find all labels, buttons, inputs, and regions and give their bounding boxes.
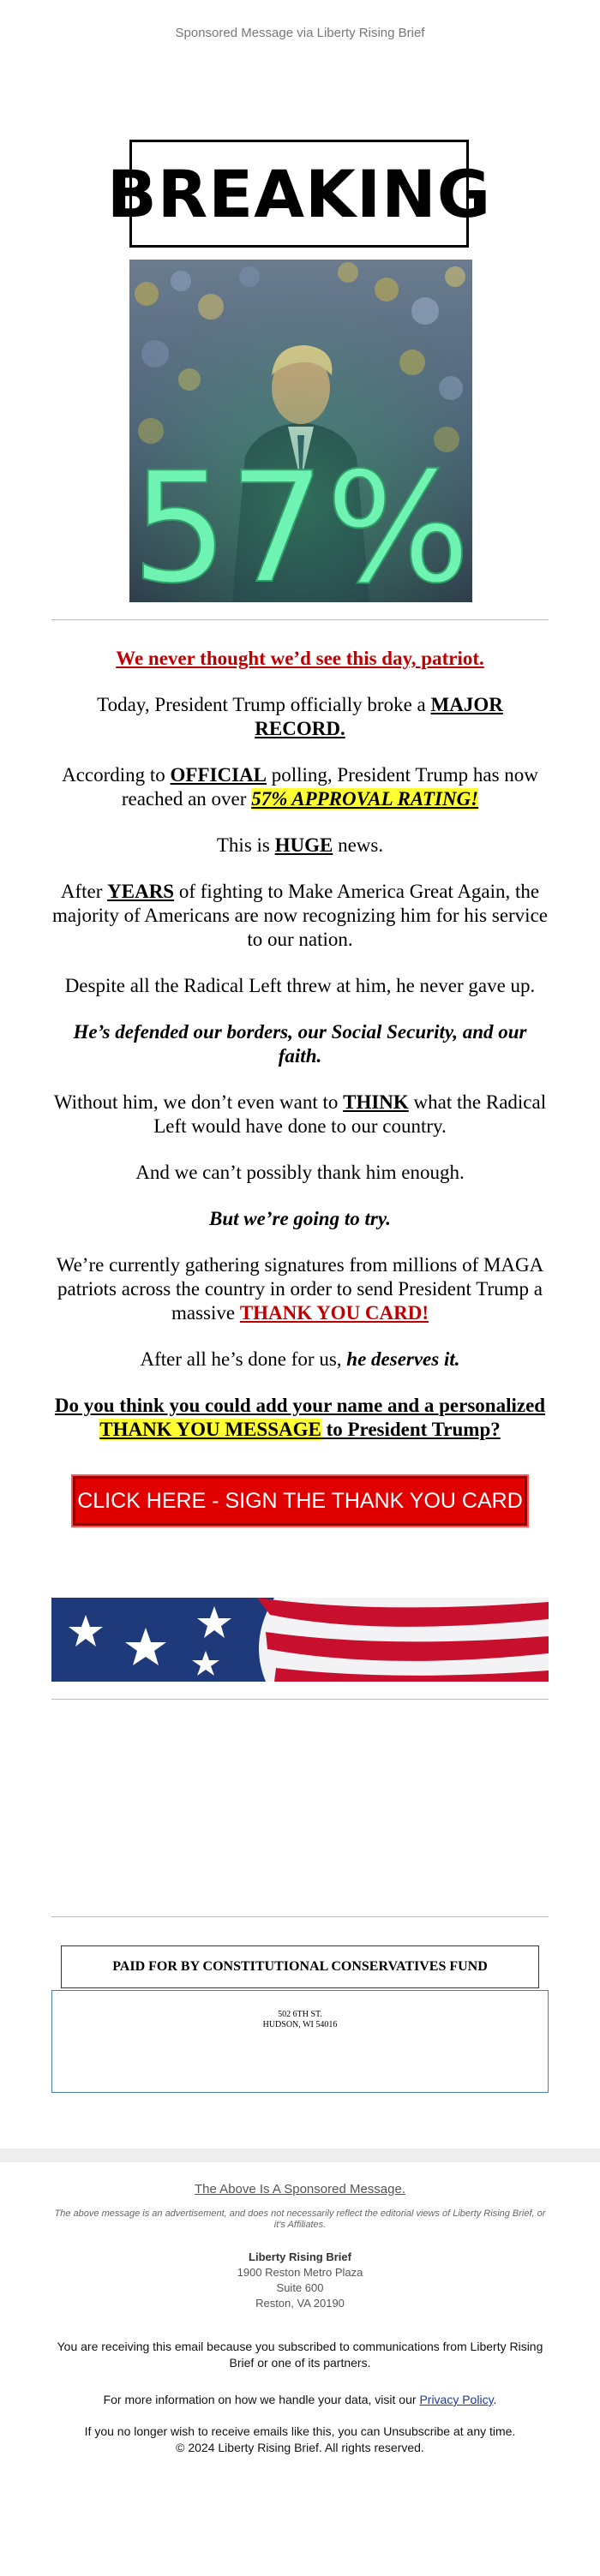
paragraph-polling [51, 763, 549, 811]
privacy-policy-link[interactable]: Privacy Policy [419, 2393, 494, 2406]
p4-years: YEARS [107, 881, 175, 902]
headline-text: We never thought we’d see this day, patriot. [116, 648, 484, 669]
org-address-line-3: Reston, VA 20190 [255, 2297, 345, 2310]
thank-you-card-link[interactable]: THANK YOU CARD! [239, 1302, 429, 1324]
message-body [51, 647, 549, 1526]
p7-think: THINK [343, 1091, 409, 1113]
paragraph-deserves [51, 1348, 549, 1372]
ad-disclaimer: The above message is an advertisement, and does not necessarily reflect the editorial views of Liberty Rising Brief, or it's Affiliates. [54, 2208, 546, 2230]
paragraph-defended: He’s defended our borders, our Social Security, and our faith. [73, 1021, 527, 1067]
p7-text: Without him, we don’t even want to [53, 1091, 344, 1113]
privacy-period: . [493, 2393, 497, 2406]
p4-text-2: of fighting to Make America Great Again, the majority of Americans are now recognizing him for his service to our nation. [51, 881, 548, 950]
divider [51, 1916, 549, 1917]
paid-for-address [51, 1990, 549, 2093]
org-name: Liberty Rising Brief [249, 2250, 351, 2263]
flag-banner[interactable] [51, 1598, 549, 1682]
privacy-text: For more information on how we handle your data, visit our [103, 2393, 420, 2406]
paragraph-record [51, 693, 549, 741]
p12-text[interactable]: Do you think you could add your name and a personalized [54, 1395, 546, 1416]
paragraph-years [51, 880, 549, 952]
breaking-label: BREAKING [106, 155, 492, 232]
paragraph-signatures [51, 1253, 549, 1325]
sponsored-notice: The Above Is A Sponsored Message. [195, 2182, 405, 2196]
approval-percent-text: 57% [131, 439, 471, 602]
p1-text: Today, President Trump officially broke a [97, 694, 431, 715]
p3-huge: HUGE [274, 834, 333, 856]
headline [51, 647, 549, 671]
unsubscribe-notice[interactable]: If you no longer wish to receive emails like this, you can Unsubscribe at any time. [84, 2424, 516, 2438]
p1-emphasis: MAJOR RECORD. [255, 694, 503, 739]
p11-deserves: he deserves it. [346, 1348, 460, 1370]
email-footer [51, 2182, 549, 2470]
org-address-line-2: Suite 600 [276, 2281, 324, 2294]
p3-text: This is [216, 834, 275, 856]
p2-text-2: polling, President Trump has now reached an over [121, 764, 538, 810]
paragraph-never-gave-up: Despite all the Radical Left threw at him, he never gave up. [64, 975, 536, 996]
paragraph-huge [51, 834, 549, 858]
sponsor-line: Sponsored Message via Liberty Rising Brief [175, 26, 425, 40]
p3-text-2: news. [333, 834, 384, 856]
paragraph-ask[interactable] [51, 1394, 549, 1442]
org-address [51, 2250, 549, 2311]
p2-text: According to [62, 764, 171, 786]
thank-you-message-highlight[interactable]: THANK YOU MESSAGE [99, 1419, 321, 1440]
p10-text: We’re currently gathering signatures from millions of MAGA patriots across the country in order to send President Trump a massive [56, 1254, 544, 1324]
approval-rating-highlight: 57% APPROVAL RATING! [251, 788, 479, 810]
hero-image[interactable] [129, 260, 472, 602]
trump-approval-photo [129, 260, 472, 602]
p2-official: OFFICIAL [170, 764, 267, 786]
footer-separator [0, 2149, 600, 2162]
privacy-notice [51, 2392, 549, 2408]
p4-text: After [60, 881, 108, 902]
paragraph-think [51, 1091, 549, 1139]
p7-text-2: what the Radical Left would have done to our country. [153, 1091, 547, 1137]
breaking-banner [106, 140, 492, 248]
divider [51, 619, 549, 620]
sign-card-button[interactable]: CLICK HERE - SIGN THE THANK YOU CARD [73, 1476, 527, 1526]
paid-for-disclaimer: PAID FOR BY CONSTITUTIONAL CONSERVATIVES FUND [61, 1945, 539, 1988]
american-flag-image [51, 1598, 549, 1682]
address-line-1: 502 6TH ST. [278, 2010, 322, 2019]
paragraph-try: But we’re going to try. [209, 1208, 391, 1229]
divider [51, 1699, 549, 1700]
copyright: © 2024 Liberty Rising Brief. All rights reserved. [176, 2441, 424, 2454]
address-line-2: HUDSON, WI 54016 [262, 2020, 338, 2029]
p12-text-2[interactable]: to President Trump? [321, 1419, 501, 1440]
paragraph-thank-enough: And we can’t possibly thank him enough. [135, 1162, 465, 1183]
org-address-line-1: 1900 Reston Metro Plaza [237, 2266, 363, 2279]
subscription-notice: You are receiving this email because you subscribed to communications from Liberty Rising Brief or one of its partners. [57, 2340, 543, 2370]
p11-text: After all he’s done for us, [140, 1348, 347, 1370]
